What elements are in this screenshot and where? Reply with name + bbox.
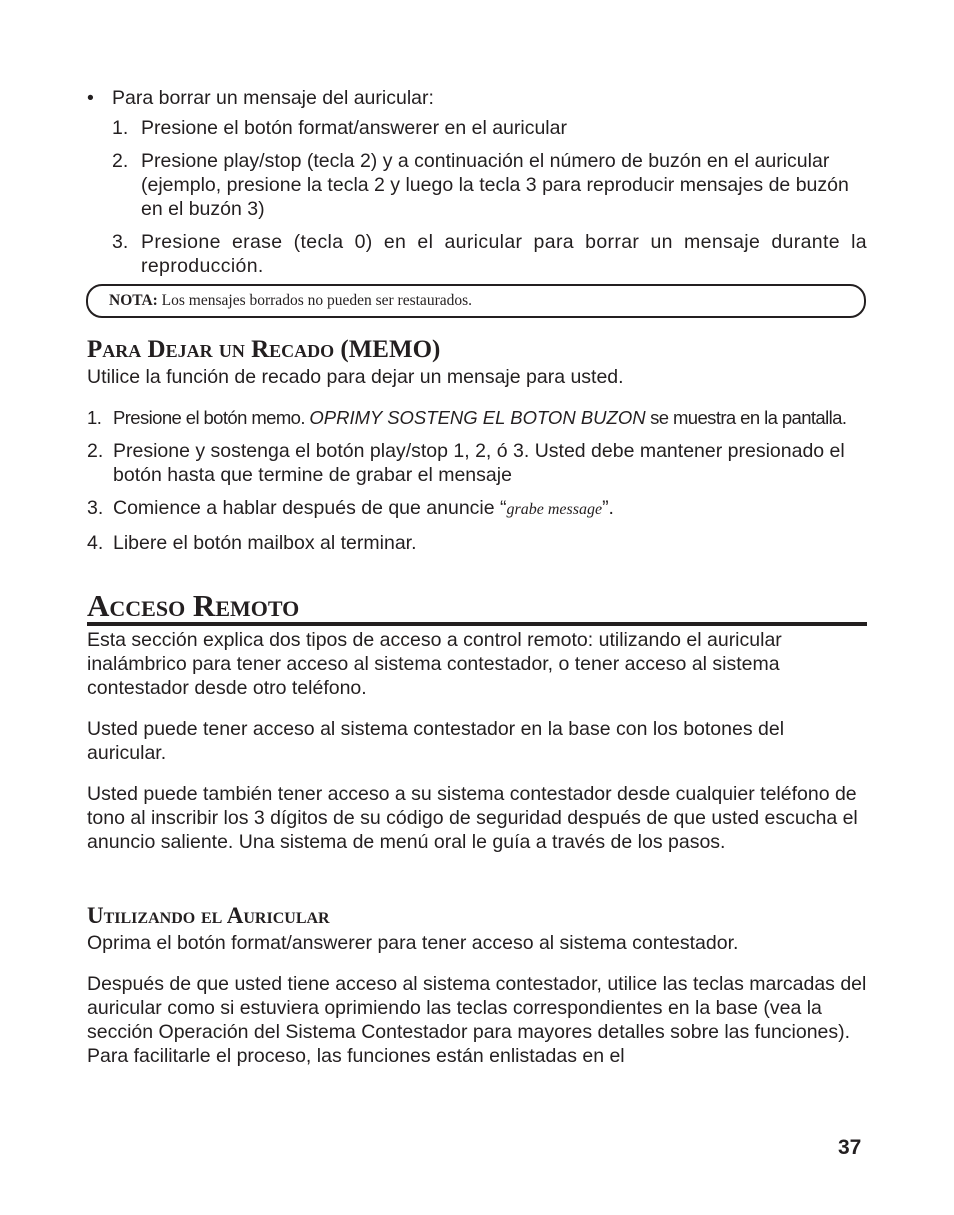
step-number: 1. [87, 407, 102, 428]
list-item [87, 531, 867, 555]
step-number: 4. [87, 532, 104, 554]
list-item [87, 406, 867, 430]
step-text: Presione play/stop (tecla 2) y a continuación el número de buzón en el auricular (ejemplo, presione la tecla 2 y luego la tecla 3 para reproducir mensajes de buzón en el buzón 3) [141, 150, 849, 220]
display-message: OPRIMY SOSTENG EL BOTON BUZON [309, 407, 646, 428]
page-number: 37 [838, 1136, 862, 1159]
step-text-post: ”. [602, 497, 614, 519]
step-text: Presione erase (tecla 0) en el auricular para borrar un mensaje durante la reproducción. [141, 231, 867, 277]
step-text-pre: Comience a hablar después de que anuncie “ [113, 497, 507, 519]
list-item [112, 230, 867, 278]
memo-heading: Para Dejar un Recado (MEMO) [87, 336, 441, 363]
step-number: 3. [112, 231, 129, 253]
list-item [112, 149, 867, 221]
step-text [113, 496, 867, 522]
step-number: 1. [112, 117, 129, 139]
step-number: 3. [87, 497, 104, 519]
bullet-icon: • [87, 87, 94, 109]
list-item [112, 116, 867, 140]
note-box [86, 284, 866, 318]
remote-access-section [87, 590, 867, 854]
remote-heading: Acceso Remoto [87, 590, 867, 626]
handset-paragraph: Oprima el botón format/answerer para tener acceso al sistema contestador. [87, 932, 739, 954]
handset-section [87, 902, 867, 1068]
remote-paragraph: Esta sección explica dos tipos de acceso a control remoto: utilizando el auricular inalámbrico para tener acceso al sistema contestador, o tener acceso al sistema contestador desde otro teléfono. [87, 629, 782, 699]
step-text-post: se muestra en la pantalla. [645, 407, 847, 428]
memo-steps-list [87, 406, 867, 555]
step-number: 2. [87, 440, 104, 462]
bullet-text: Para borrar un mensaje del auricular: [112, 87, 434, 109]
step-text [113, 406, 867, 430]
list-item [87, 439, 867, 487]
bullet-item [87, 86, 867, 110]
list-item [87, 496, 867, 522]
step-text: Presione y sostenga el botón play/stop 1, 2, ó 3. Usted debe mantener presionado el botón hasta que termine de grabar el mensaje [113, 440, 845, 486]
step-text: Presione el botón format/answerer en el auricular [141, 117, 567, 139]
note-text [109, 291, 472, 311]
note-label: NOTA: [109, 292, 158, 309]
announcement-quote: grabe message [506, 501, 603, 518]
delete-steps-list [112, 116, 867, 278]
memo-section [87, 336, 867, 564]
delete-message-section [87, 86, 867, 287]
note-body: Los mensajes borrados no pueden ser restaurados. [157, 292, 473, 309]
step-text: Libere el botón mailbox al terminar. [113, 532, 417, 554]
remote-paragraph: Usted puede tener acceso al sistema contestador en la base con los botones del auricular. [87, 718, 785, 764]
remote-paragraph: Usted puede también tener acceso a su sistema contestador desde cualquier teléfono de tono al inscribir los 3 dígitos de su código de seguridad después de que usted escucha el anuncio saliente. Una sistema de menú oral le guía a través de los pasos. [87, 783, 858, 853]
memo-intro: Utilice la función de recado para dejar un mensaje para usted. [87, 366, 624, 388]
step-number: 2. [112, 150, 129, 172]
handset-heading: Utilizando el Auricular [87, 903, 330, 928]
step-text-pre: Presione el botón memo. [113, 407, 310, 428]
handset-paragraph: Después de que usted tiene acceso al sistema contestador, utilice las teclas marcadas del auricular como si estuviera oprimiendo las teclas correspondientes en la base (vea la sección Operación del Sistema Contestador para mayores detalles sobre las funciones). Para facilitarle el proceso, las funciones están enlistadas en el [87, 973, 867, 1067]
